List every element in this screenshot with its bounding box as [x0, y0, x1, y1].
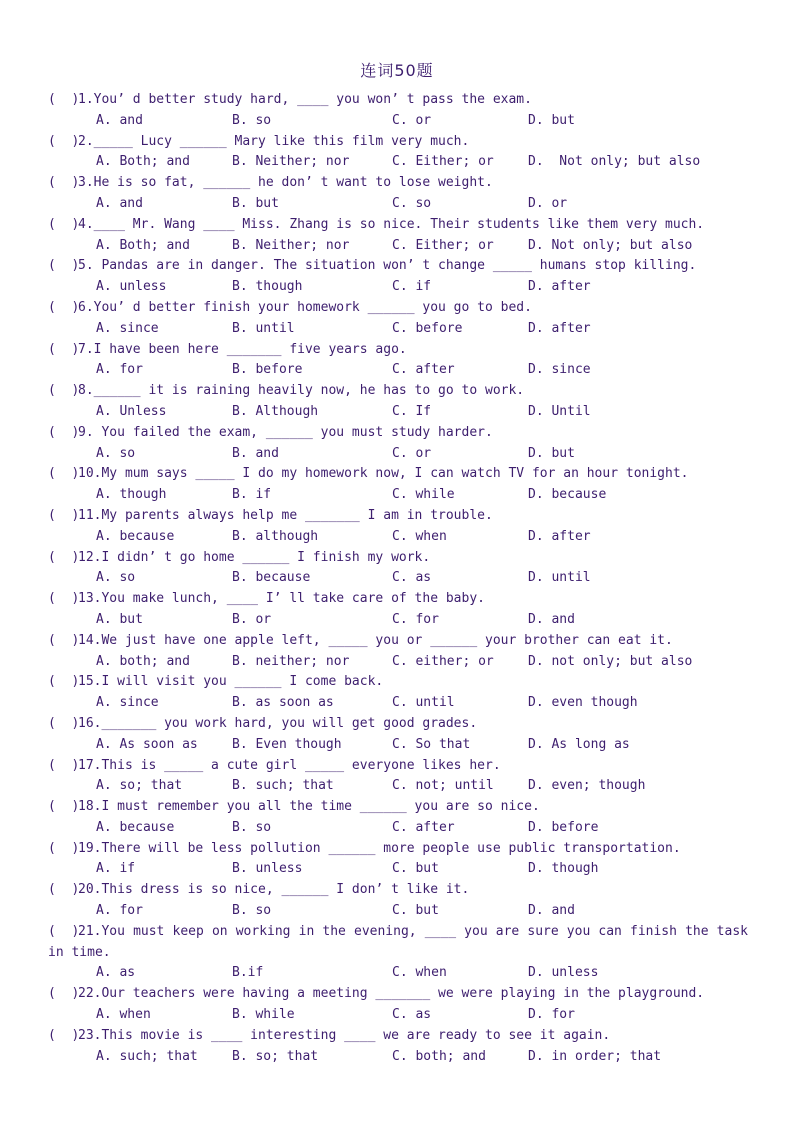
- answer-options: [48, 194, 748, 215]
- question-stem: [48, 423, 748, 444]
- question-stem: [48, 340, 748, 361]
- question-text: 8.______ it is raining heavily now, he has to go to work.: [78, 383, 525, 399]
- option-a: A. and: [96, 195, 143, 211]
- option-b: B. before: [232, 362, 303, 378]
- question-item: [48, 381, 748, 423]
- option-c: C. Either; or: [392, 154, 494, 170]
- question-text: 12.I didn’ t go home ______ I finish my work.: [78, 549, 431, 565]
- answer-bracket[interactable]: ( ): [48, 1027, 80, 1043]
- option-c: C. If: [392, 403, 432, 419]
- question-text: 13.You make lunch, ____ I’ ll take care of the baby.: [78, 591, 485, 607]
- option-a: A. for: [96, 362, 143, 378]
- option-a: A. unless: [96, 279, 167, 295]
- answer-options: [48, 360, 748, 381]
- option-b: B. Neither; nor: [232, 154, 350, 170]
- question-text: 18.I must remember you all the time ______ you are so nice.: [78, 799, 540, 815]
- option-d: D. unless: [528, 965, 599, 981]
- answer-options: [48, 527, 748, 548]
- option-b: B. neither; nor: [232, 653, 350, 669]
- question-stem: [48, 464, 748, 485]
- question-text: 1.You’ d better study hard, ____ you won’ t pass the exam.: [78, 92, 532, 107]
- option-a: A. Unless: [96, 403, 167, 419]
- answer-options: [48, 776, 748, 797]
- question-item: [48, 922, 756, 984]
- answer-bracket[interactable]: ( ): [48, 299, 80, 315]
- option-c: C. when: [392, 965, 447, 981]
- question-item: [48, 756, 748, 798]
- option-a: A. As soon as: [96, 736, 198, 752]
- option-c: C. but: [392, 861, 439, 877]
- option-a: A. because: [96, 819, 175, 835]
- question-item: [48, 298, 748, 340]
- option-b: B. or: [232, 611, 272, 627]
- option-d: D. after: [528, 320, 591, 336]
- option-b: B. although: [232, 528, 319, 544]
- option-b: B. Even though: [232, 736, 342, 752]
- option-b: B. so: [232, 903, 272, 919]
- option-b: B. Neither; nor: [232, 237, 350, 253]
- question-item: [48, 132, 748, 174]
- question-item: [48, 1026, 748, 1068]
- question-item: [48, 506, 748, 548]
- option-d: D. in order; that: [528, 1048, 662, 1064]
- option-c: C. or: [392, 112, 432, 128]
- option-c: C. after: [392, 362, 455, 378]
- option-c: C. not; until: [392, 778, 494, 794]
- answer-bracket[interactable]: ( ): [48, 923, 80, 939]
- option-b: B. and: [232, 445, 279, 461]
- question-stem: [48, 132, 748, 153]
- question-text: 2._____ Lucy ______ Mary like this film very much.: [78, 133, 470, 149]
- answer-options: [48, 859, 748, 880]
- answer-options: [48, 277, 748, 298]
- option-a: A. and: [96, 112, 143, 128]
- option-b: B. while: [232, 1007, 295, 1023]
- option-b: B.if: [232, 965, 264, 981]
- option-b: B. unless: [232, 861, 303, 877]
- option-c: C. as: [392, 570, 432, 586]
- answer-bracket[interactable]: ( ): [48, 258, 80, 274]
- option-d: D. As long as: [528, 736, 630, 752]
- option-c: C. for: [392, 611, 439, 627]
- option-d: D. Not only; but also: [528, 237, 693, 253]
- question-list: [48, 90, 756, 1067]
- answer-options: [48, 152, 748, 173]
- question-item: [48, 984, 748, 1026]
- answer-bracket[interactable]: ( ): [48, 383, 80, 399]
- question-stem: [48, 173, 748, 194]
- answer-options: [48, 735, 748, 756]
- question-item: [48, 90, 748, 132]
- option-a: A. for: [96, 903, 143, 919]
- question-item: [48, 464, 748, 506]
- question-stem: [48, 381, 748, 402]
- answer-options: [48, 568, 748, 589]
- option-a: A. Both; and: [96, 154, 190, 170]
- option-a: A. so; that: [96, 778, 183, 794]
- question-text: 15.I will visit you ______ I come back.: [78, 674, 384, 690]
- option-c: C. as: [392, 1007, 432, 1023]
- option-d: D. though: [528, 861, 599, 877]
- answer-bracket[interactable]: ( ): [48, 840, 80, 856]
- option-d: D. even; though: [528, 778, 646, 794]
- question-item: [48, 423, 748, 465]
- answer-options: [48, 901, 748, 922]
- option-a: A. so: [96, 445, 136, 461]
- question-stem: [48, 756, 748, 777]
- option-a: A. since: [96, 695, 159, 711]
- answer-options: [48, 111, 748, 132]
- answer-bracket[interactable]: ( ): [48, 986, 80, 1002]
- option-d: D. for: [528, 1007, 575, 1023]
- answer-options: [48, 402, 748, 423]
- option-d: D. but: [528, 112, 575, 128]
- option-b: B. but: [232, 195, 279, 211]
- question-text: 3.He is so fat, ______ he don’ t want to lose weight.: [78, 175, 493, 191]
- option-b: B. such; that: [232, 778, 334, 794]
- question-text: 10.My mum says _____ I do my homework now, I can watch TV for an hour tonight.: [78, 466, 689, 482]
- option-b: B. though: [232, 279, 303, 295]
- question-text: 23.This movie is ____ interesting ____ we are ready to see it again.: [78, 1027, 611, 1043]
- option-a: A. both; and: [96, 653, 190, 669]
- option-b: B. Although: [232, 403, 319, 419]
- question-stem: [48, 714, 748, 735]
- option-c: C. either; or: [392, 653, 494, 669]
- option-d: D. after: [528, 528, 591, 544]
- answer-bracket[interactable]: ( ): [48, 175, 80, 191]
- question-text: 21.You must keep on working in the evening, ____ you are sure you can finish the task in time.: [48, 923, 756, 960]
- answer-options: [48, 236, 748, 257]
- question-stem: [48, 631, 748, 652]
- answer-options: [48, 693, 748, 714]
- option-c: C. when: [392, 528, 447, 544]
- option-a: A. though: [96, 487, 167, 503]
- answer-bracket[interactable]: ( ): [48, 216, 80, 232]
- answer-options: [48, 444, 748, 465]
- option-b: B. so: [232, 112, 272, 128]
- answer-bracket[interactable]: ( ): [48, 882, 80, 898]
- question-stem: [48, 880, 748, 901]
- answer-bracket[interactable]: ( ): [48, 424, 80, 440]
- question-item: [48, 173, 748, 215]
- page-title: 连词50题: [360, 61, 434, 80]
- question-text: 22.Our teachers were having a meeting _______ we were playing in the playground.: [78, 986, 705, 1002]
- option-d: D. because: [528, 487, 607, 503]
- option-b: B. so; that: [232, 1048, 319, 1064]
- question-text: 19.There will be less pollution ______ more people use public transportation.: [78, 840, 681, 856]
- answer-bracket[interactable]: ( ): [48, 591, 80, 607]
- question-stem: [48, 672, 748, 693]
- option-a: A. if: [96, 861, 136, 877]
- question-item: [48, 548, 748, 590]
- answer-bracket[interactable]: ( ): [48, 757, 80, 773]
- answer-bracket[interactable]: ( ): [48, 799, 80, 815]
- option-d: D. or: [528, 195, 568, 211]
- question-item: [48, 880, 748, 922]
- question-item: [48, 797, 748, 839]
- answer-bracket[interactable]: ( ): [48, 715, 80, 731]
- question-text: 16._______ you work hard, you will get good grades.: [78, 715, 478, 731]
- question-text: 11.My parents always help me _______ I am in trouble.: [78, 507, 493, 523]
- option-c: C. after: [392, 819, 455, 835]
- answer-options: [48, 1005, 748, 1026]
- option-c: C. if: [392, 279, 432, 295]
- option-c: C. Either; or: [392, 237, 494, 253]
- option-c: C. So that: [392, 736, 471, 752]
- answer-options: [48, 818, 748, 839]
- option-d: D. before: [528, 819, 599, 835]
- answer-options: [48, 319, 748, 340]
- option-a: A. such; that: [96, 1048, 198, 1064]
- question-item: [48, 215, 748, 257]
- answer-options: [48, 610, 748, 631]
- question-text: 6.You’ d better finish your homework ______ you go to bed.: [78, 299, 532, 315]
- question-stem: [48, 922, 756, 964]
- option-b: B. because: [232, 570, 311, 586]
- question-stem: [48, 548, 748, 569]
- answer-bracket[interactable]: ( ): [48, 674, 80, 690]
- option-a: A. but: [96, 611, 143, 627]
- question-item: [48, 839, 748, 881]
- option-d: D. and: [528, 611, 575, 627]
- option-d: D. Not only; but also: [528, 154, 701, 170]
- answer-bracket[interactable]: ( ): [48, 549, 80, 565]
- option-d: D. until: [528, 570, 591, 586]
- option-a: A. since: [96, 320, 159, 336]
- option-d: D. Until: [528, 403, 591, 419]
- question-item: [48, 340, 748, 382]
- question-stem: [48, 215, 748, 236]
- question-stem: [48, 298, 748, 319]
- option-d: D. and: [528, 903, 575, 919]
- question-stem: [48, 984, 748, 1005]
- question-stem: [48, 589, 748, 610]
- question-stem: [48, 1026, 748, 1047]
- question-stem: [48, 90, 748, 111]
- answer-bracket[interactable]: ( ): [48, 341, 80, 357]
- answer-bracket[interactable]: ( ): [48, 507, 80, 523]
- option-c: C. before: [392, 320, 463, 336]
- option-c: C. while: [392, 487, 455, 503]
- option-b: B. if: [232, 487, 272, 503]
- option-c: C. so: [392, 195, 432, 211]
- option-b: B. so: [232, 819, 272, 835]
- option-c: C. until: [392, 695, 455, 711]
- option-d: D. even though: [528, 695, 638, 711]
- question-stem: [48, 506, 748, 527]
- option-a: A. Both; and: [96, 237, 190, 253]
- answer-options: [48, 652, 748, 673]
- option-a: A. as: [96, 965, 136, 981]
- option-b: B. as soon as: [232, 695, 334, 711]
- option-b: B. until: [232, 320, 295, 336]
- option-d: D. but: [528, 445, 575, 461]
- question-item: [48, 631, 748, 673]
- question-item: [48, 589, 748, 631]
- question-text: 7.I have been here _______ five years ago.: [78, 341, 407, 357]
- answer-options: [48, 1047, 748, 1068]
- question-text: 5. Pandas are in danger. The situation won’ t change _____ humans stop killing.: [78, 258, 697, 274]
- question-item: [48, 672, 748, 714]
- option-c: C. both; and: [392, 1048, 486, 1064]
- question-stem: [48, 797, 748, 818]
- question-text: 20.This dress is so nice, ______ I don’ t like it.: [78, 882, 470, 898]
- question-text: 14.We just have one apple left, _____ you or ______ your brother can eat it.: [78, 632, 673, 648]
- question-item: [48, 714, 748, 756]
- answer-options: [48, 963, 748, 984]
- answer-bracket[interactable]: ( ): [48, 133, 80, 149]
- question-item: [48, 256, 748, 298]
- question-stem: [48, 839, 748, 860]
- option-a: A. so: [96, 570, 136, 586]
- question-text: 4.____ Mr. Wang ____ Miss. Zhang is so nice. Their students like them very much.: [78, 216, 705, 232]
- option-c: C. but: [392, 903, 439, 919]
- question-stem: [48, 256, 748, 277]
- answer-options: [48, 485, 748, 506]
- option-d: D. since: [528, 362, 591, 378]
- answer-bracket[interactable]: ( ): [48, 92, 80, 107]
- answer-bracket[interactable]: ( ): [48, 466, 80, 482]
- option-d: D. after: [528, 279, 591, 295]
- option-d: D. not only; but also: [528, 653, 693, 669]
- answer-bracket[interactable]: ( ): [48, 632, 80, 648]
- option-a: A. because: [96, 528, 175, 544]
- option-a: A. when: [96, 1007, 151, 1023]
- question-text: 17.This is _____ a cute girl _____ everyone likes her.: [78, 757, 501, 773]
- option-c: C. or: [392, 445, 432, 461]
- question-text: 9. You failed the exam, ______ you must study harder.: [78, 424, 493, 440]
